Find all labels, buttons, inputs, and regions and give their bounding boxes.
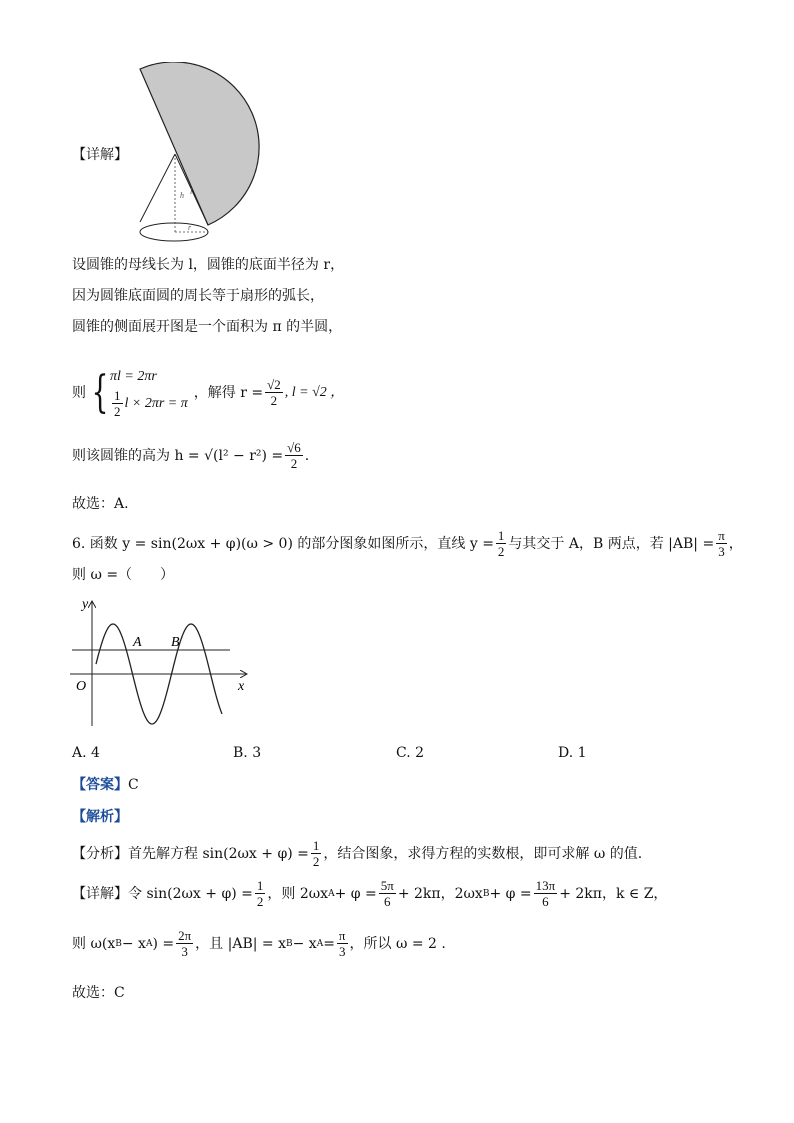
eq2-frac-num: 1 — [114, 388, 121, 403]
fenxi-num: 1 — [312, 838, 320, 853]
l2-e: − x — [292, 935, 317, 952]
sol-l: , l = √2 ， — [284, 384, 345, 400]
q6-frac2-num: π — [718, 528, 725, 543]
xj-den2: 6 — [384, 894, 391, 909]
l2-g: ，所以 ω = 2 . — [349, 935, 446, 952]
l2-b: − x — [121, 935, 146, 952]
analysis-label: 【解析】 — [72, 809, 128, 825]
point-b-label: B — [171, 635, 180, 650]
fenxi-den: 2 — [312, 854, 320, 869]
cone-unfolding-figure — [128, 62, 268, 244]
height-line — [72, 440, 309, 471]
sine-graph — [70, 594, 260, 734]
xj-c: + φ = — [334, 885, 377, 902]
l2-a: 则 ω(x — [72, 935, 116, 952]
section5-answer: 故选：A. — [72, 496, 129, 512]
fenxi-a: 首先解方程 sin(2ωx + φ) = — [128, 845, 309, 862]
l2-f: = — [323, 935, 335, 952]
xj-num2: 5π — [380, 878, 394, 893]
point-a-label: A — [133, 635, 142, 650]
height-end: . — [304, 447, 310, 464]
height-text: 则该圆锥的高为 h = √(l² − r²) = — [72, 447, 284, 464]
solve-text: ，解得 r = — [193, 384, 264, 401]
xj-d: + 2kπ，2ωx — [397, 885, 483, 902]
xj-num3: 13π — [535, 878, 556, 893]
option-b[interactable]: B. 3 — [233, 745, 262, 761]
l2-den2: 3 — [338, 944, 346, 959]
answer-row — [72, 776, 139, 794]
q6-frac-den: 2 — [497, 544, 505, 559]
q6-frac-num: 1 — [497, 528, 505, 543]
equation-system — [72, 366, 344, 419]
xj-sub-a: A — [328, 888, 335, 899]
q6-stem — [72, 528, 743, 559]
xj-a: 令 sin(2ωx + φ) = — [128, 885, 253, 902]
option-d[interactable]: D. 1 — [558, 745, 587, 761]
detail-line-3: 圆锥的侧面展开图是一个面积为 π 的半圆， — [72, 319, 343, 335]
system-prefix: 则 — [72, 384, 86, 401]
xiangjie-line — [72, 878, 667, 909]
q6-stem-b: 与其交于 A，B 两点，若 |AB| = — [508, 535, 715, 552]
xj-sub-b: B — [482, 888, 490, 899]
xj-num1: 1 — [256, 878, 264, 893]
sol-r-den: 2 — [270, 393, 278, 408]
height-den: 2 — [290, 456, 298, 471]
y-axis-label: y — [82, 597, 89, 612]
l2-suba2: A — [316, 938, 324, 949]
fenxi-label: 【分析】 — [72, 845, 128, 862]
option-a[interactable]: A. 4 — [72, 745, 100, 761]
xj-f: + 2kπ，k ∈ Z， — [559, 885, 668, 902]
left-brace: { — [91, 366, 109, 418]
eq2-frac-den: 2 — [114, 404, 121, 419]
detail-line-1: 设圆锥的母线长为 l，圆锥的底面半径为 r， — [72, 257, 345, 273]
fenxi-b: ，结合图象，求得方程的实数根，即可求解 ω 的值. — [323, 845, 643, 862]
semicircle-sector — [140, 62, 259, 225]
sol-r-num: √2 — [267, 377, 281, 392]
height-num: √6 — [287, 440, 301, 455]
height-mark-label: h — [180, 191, 184, 200]
xiangjie-label: 【详解】 — [72, 885, 128, 902]
q6-stem-line2: 则 ω =（ ） — [72, 567, 175, 583]
detail-label: 【详解】 — [72, 147, 128, 163]
l2-num1: 2π — [178, 928, 192, 943]
x-axis-label: x — [238, 679, 245, 694]
l2-c: ) = — [152, 935, 175, 952]
cone-left-edge — [140, 154, 175, 222]
q6-stem-a: 6. 函数 y = sin(2ωx + φ)(ω > 0) 的部分图象如图所示，直线 y = — [72, 535, 494, 552]
system-eq1: πl = 2πr — [110, 369, 157, 384]
q6-stem-c: ， — [728, 535, 743, 552]
final-answer: 故选：C — [72, 985, 125, 1001]
l2-suba: A — [145, 938, 153, 949]
option-c[interactable]: C. 2 — [396, 745, 425, 761]
answer-label: 【答案】 — [72, 777, 128, 793]
xj-den3: 6 — [542, 894, 549, 909]
conclusion-line — [72, 928, 446, 959]
l2-num2: π — [338, 928, 346, 943]
l2-den1: 3 — [181, 944, 188, 959]
xj-b: ，则 2ωx — [267, 885, 329, 902]
l2-subb2: B — [285, 938, 293, 949]
answer-value: C — [128, 777, 139, 793]
xj-den1: 2 — [256, 894, 264, 909]
system-eq2: l × 2πr = π — [124, 395, 188, 411]
q6-frac2-den: 3 — [718, 544, 725, 559]
cone-base — [140, 223, 208, 241]
detail-line-2: 因为圆锥底面圆的周长等于扇形的弧长， — [72, 288, 324, 304]
xj-e: + φ = — [489, 885, 532, 902]
slant-label: l — [190, 187, 193, 196]
fenxi-line — [72, 838, 642, 869]
l2-d: ，且 |AB| = x — [195, 935, 286, 952]
radius-mark-label: r — [188, 223, 192, 232]
l2-subb: B — [115, 938, 122, 949]
origin-label: O — [76, 679, 87, 694]
